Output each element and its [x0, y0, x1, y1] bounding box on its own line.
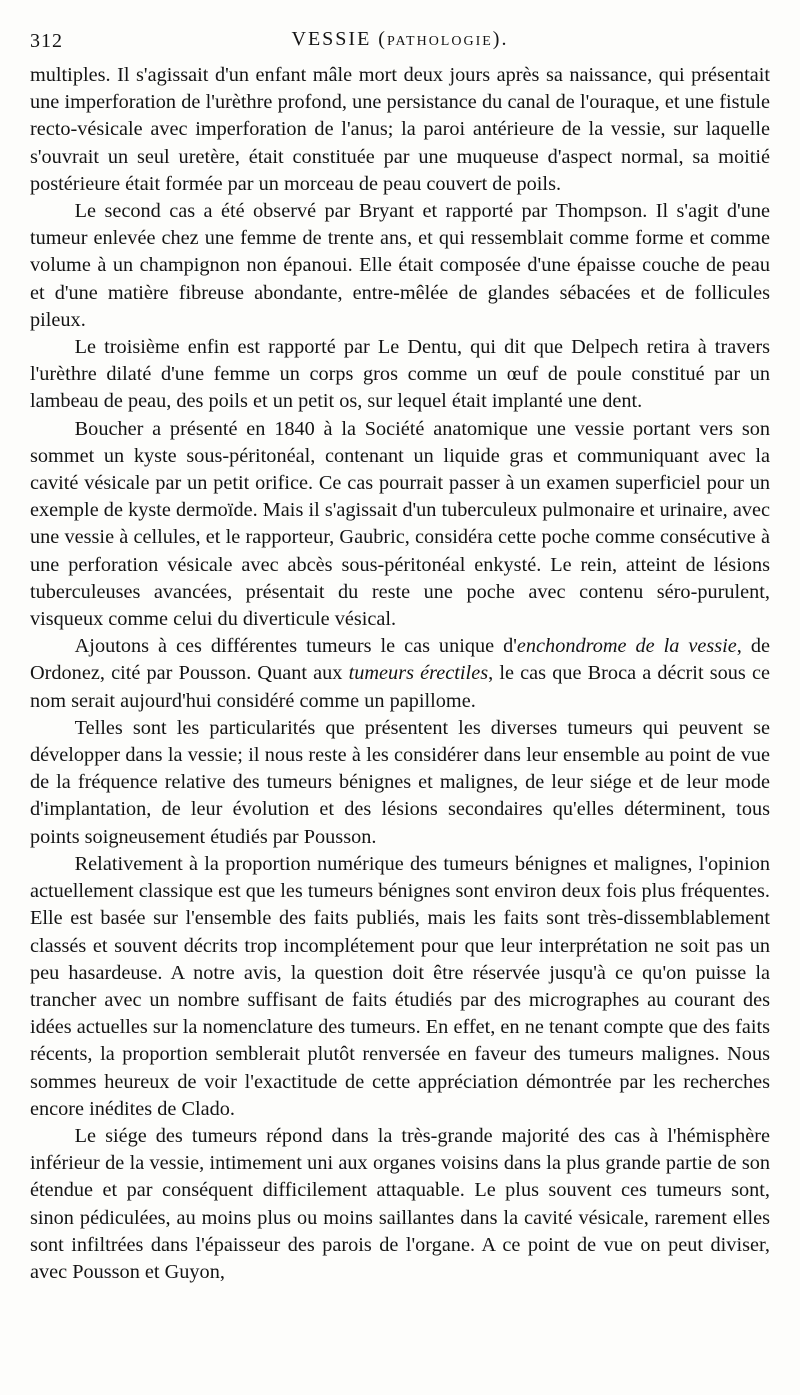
page-number: 312	[30, 30, 63, 52]
paragraph-5-text-b: , de Ordonez, cité par Pousson. Quant aux	[30, 635, 770, 685]
paragraph-7: Relativement à la proportion numérique des tumeurs bénignes et malignes, l'opinion actuellement classique est que les tumeurs bénignes sont environ deux fois plus fréquentes. Elle est basée sur l'ensemble des faits publiés, mais les faits sont très-dissemblablement classés et souvent décrits trop incomplétement pour que leur interprétation ne soit pas un peu hasardeuse. A notre avis, la question doit être réservée jusqu'à ce qu'on puisse la trancher avec un nombre suffisant de faits étudiés par des micrographes au courant des idées actuelles sur la nomenclature des tumeurs. En effet, en ne tenant compte que des faits récents, la proportion semblerait plutôt renversée en faveur des tumeurs malignes. Nous sommes heureux de voir l'exactitude de cette appréciation démontrée par les recherches encore inédites de Clado.	[30, 852, 770, 1120]
paragraph-6: Telles sont les particularités que présentent les diverses tumeurs qui peuvent se développer dans la vessie; il nous reste à les considérer dans leur ensemble au point de vue de la fréquence relative des tumeurs bénignes et malignes, de leur siége et de leur mode d'implantation, de leur évolution et des lésions secondaires qu'elles déterminent, tous points soigneusement étudiés par Pousson.	[30, 716, 770, 848]
paragraph-5-text-c: , le cas que Broca a décrit sous ce nom serait aujourd'hui considéré comme un papillome.	[30, 662, 770, 712]
running-title-main: VESSIE (	[291, 28, 387, 50]
paragraph-1: multiples. Il s'agissait d'un enfant mâle mort deux jours après sa naissance, qui présentait une imperforation de l'urèthre profond, une persistance du canal de l'ouraque, et une fistule recto-vésicale avec imperforation de l'anus; la paroi antérieure de la vessie, sur laquelle s'ouvrait un seul uretère, était constituée par une muqueuse d'aspect normal, sa moitié postérieure était formée par un morceau de peau couvert de poils.	[30, 64, 770, 195]
paragraph-2: Le second cas a été observé par Bryant et rapporté par Thompson. Il s'agit d'une tumeur enlevée chez une femme de trente ans, et qui ressemblait comme forme et comme volume à un champignon non épanoui. Elle était composée d'une épaisse couche de peau et d'une matière fibreuse abondante, entre-mêlée de glandes sébacées et de follicules pileux.	[30, 200, 770, 331]
running-title	[30, 28, 770, 51]
paragraph-5	[30, 633, 770, 715]
paragraph-3: Le troisième enfin est rapporté par Le Dentu, qui dit que Delpech retira à travers l'urèthre dilaté d'une femme un corps gros comme un œuf de poule constitué par un lambeau de peau, des poils et un petit os, sur lequel était implanté une dent.	[30, 336, 770, 413]
paragraph-4: Boucher a présenté en 1840 à la Société anatomique une vessie portant vers son sommet un kyste sous-péritonéal, contenant un liquide gras et communiquant avec la cavité vésicale par un petit orifice. Ce cas pourrait passer à un examen superficiel pour un exemple de kyste dermoïde. Mais il s'agissait d'un tuberculeux pulmonaire et urinaire, avec une vessie à cellules, et le rapporteur, Gaubric, considéra cette poche comme consécutive à une perforation vésicale avec abcès sous-péritonéal enkysté. Le rein, atteint de lésions tuberculeuses avancées, présentait du reste une poche avec contenu séro-purulent, visqueux comme celui du diverticule vésical.	[30, 417, 770, 631]
paragraph-5-italic-2: tumeurs érectiles	[348, 662, 489, 685]
body-text	[30, 62, 770, 1286]
running-title-end: ).	[492, 28, 509, 50]
paragraph-5-text-a: Ajoutons à ces différentes tumeurs le cas unique d'	[74, 635, 517, 658]
page-header	[30, 28, 770, 60]
paragraph-8: Le siége des tumeurs répond dans la très-grande majorité des cas à l'hémisphère inférieur de la vessie, intimement uni aux organes voisins dans la plus grande partie de son étendue et par conséquent difficilement attaquable. Le plus souvent ces tumeurs sont, sinon pédiculées, au moins plus ou moins saillantes dans la cavité vésicale, rarement elles sont infiltrées dans l'épaisseur des parois de l'organe. A ce point de vue on peut diviser, avec Pousson et Guyon,	[30, 1124, 770, 1283]
running-title-sub: PATHOLOGIE	[386, 34, 493, 49]
paragraph-5-italic-1: enchondrome de la vessie	[516, 635, 737, 658]
